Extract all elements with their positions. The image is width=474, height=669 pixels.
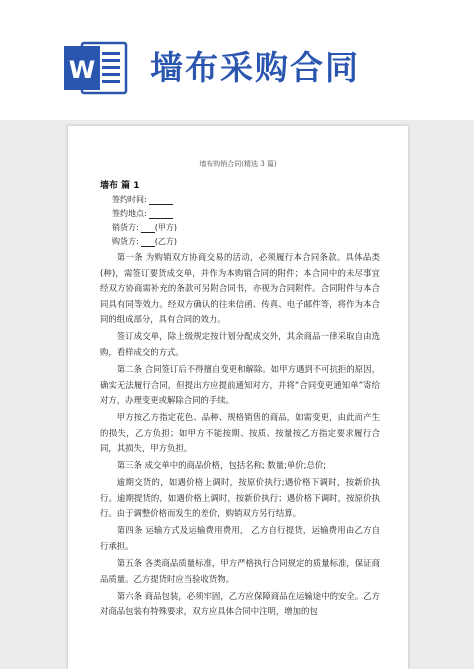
paragraph: 逾期交货的，如遇价格上调时，按原价执行;遇价格下调时，按新价执行。逾期提货的，如遇价格上调时，按新价执行；遇价格下调时，按原价执行。由于调整价格而发生的差价，购销双方另行结算。 <box>100 477 380 519</box>
paragraph: 第一条 为购销双方协商交易的活动，必须履行本合同条款。具体品类(种)，需签订要货成交单，并作为本购销合同的附件；本合同中的未尽事宜经双方协商需补充的条款可另附合同书，亦视为合同附件。合同附件与本合同具有同等效力。经双方确认的往来信函、传真、电子邮件等，将作为本合同的组成部分，具有合同的效力。 <box>100 252 380 325</box>
buyer-suffix: (乙方) <box>154 237 177 246</box>
seller-blank <box>141 224 155 233</box>
sign-time-field <box>112 194 173 205</box>
seller-suffix: (甲方) <box>154 223 177 232</box>
section-title: 墙布 篇 1 <box>100 181 140 191</box>
paragraph: 甲方按乙方指定花色、品种、规格销售的商品，如需变更，由此而产生的损失，乙方负担；如甲方不能按期、按质、按量按乙方指定要求履行合同，其损失，甲方负担。 <box>100 412 380 454</box>
document-page <box>68 126 408 669</box>
document-title: 墙布采购合同 <box>150 48 360 87</box>
contract-body <box>100 250 380 621</box>
buyer-field <box>112 236 177 247</box>
buyer-label: 购货方: <box>112 237 139 246</box>
buyer-blank <box>141 238 155 247</box>
page-header <box>0 0 474 120</box>
paragraph: 第三条 成交单中的商品价格，包括名称; 数量;单价;总价; <box>116 460 327 471</box>
paragraph: 签订成交单，除上级规定按计划分配成交外，其余商品一律采取自由选购，看样成交的方式。 <box>100 331 380 357</box>
paragraph: 第二条 合同签订后不得擅自变更和解除。如甲方遇到不可抗拒的原因，确实无法履行合同，但提出方应提前通知对方，并将“合同变更通知单”寄给对方，办理变更或解除合同的手续。 <box>100 363 380 406</box>
seller-field <box>112 222 177 233</box>
paragraph: 第六条 商品包装，必须牢固，乙方应保障商品在运输途中的安全。乙方对商品包装有特殊要求，双方应具体合同中注明，增加的包 <box>100 590 380 617</box>
sign-time-blank <box>149 196 173 205</box>
svg-text:W: W <box>68 56 96 84</box>
page-heading: 墙布购销合同(精选 3 篇) <box>199 160 277 168</box>
word-document-icon <box>62 40 128 96</box>
sign-place-blank <box>149 210 173 219</box>
seller-label: 销货方: <box>112 223 139 232</box>
sign-place-field <box>112 208 173 219</box>
sign-place-label: 签约地点: <box>112 209 147 218</box>
sign-time-label: 签约时间: <box>112 195 147 204</box>
paragraph: 第四条 运输方式及运输费用费用， 乙方自行提货，运输费用由乙方自行承担。 <box>100 525 380 552</box>
paragraph: 第五条 各类商品质量标准，甲方严格执行合同规定的质量标准，保证商品质量。乙方提货时应当验收货物。 <box>100 558 380 584</box>
